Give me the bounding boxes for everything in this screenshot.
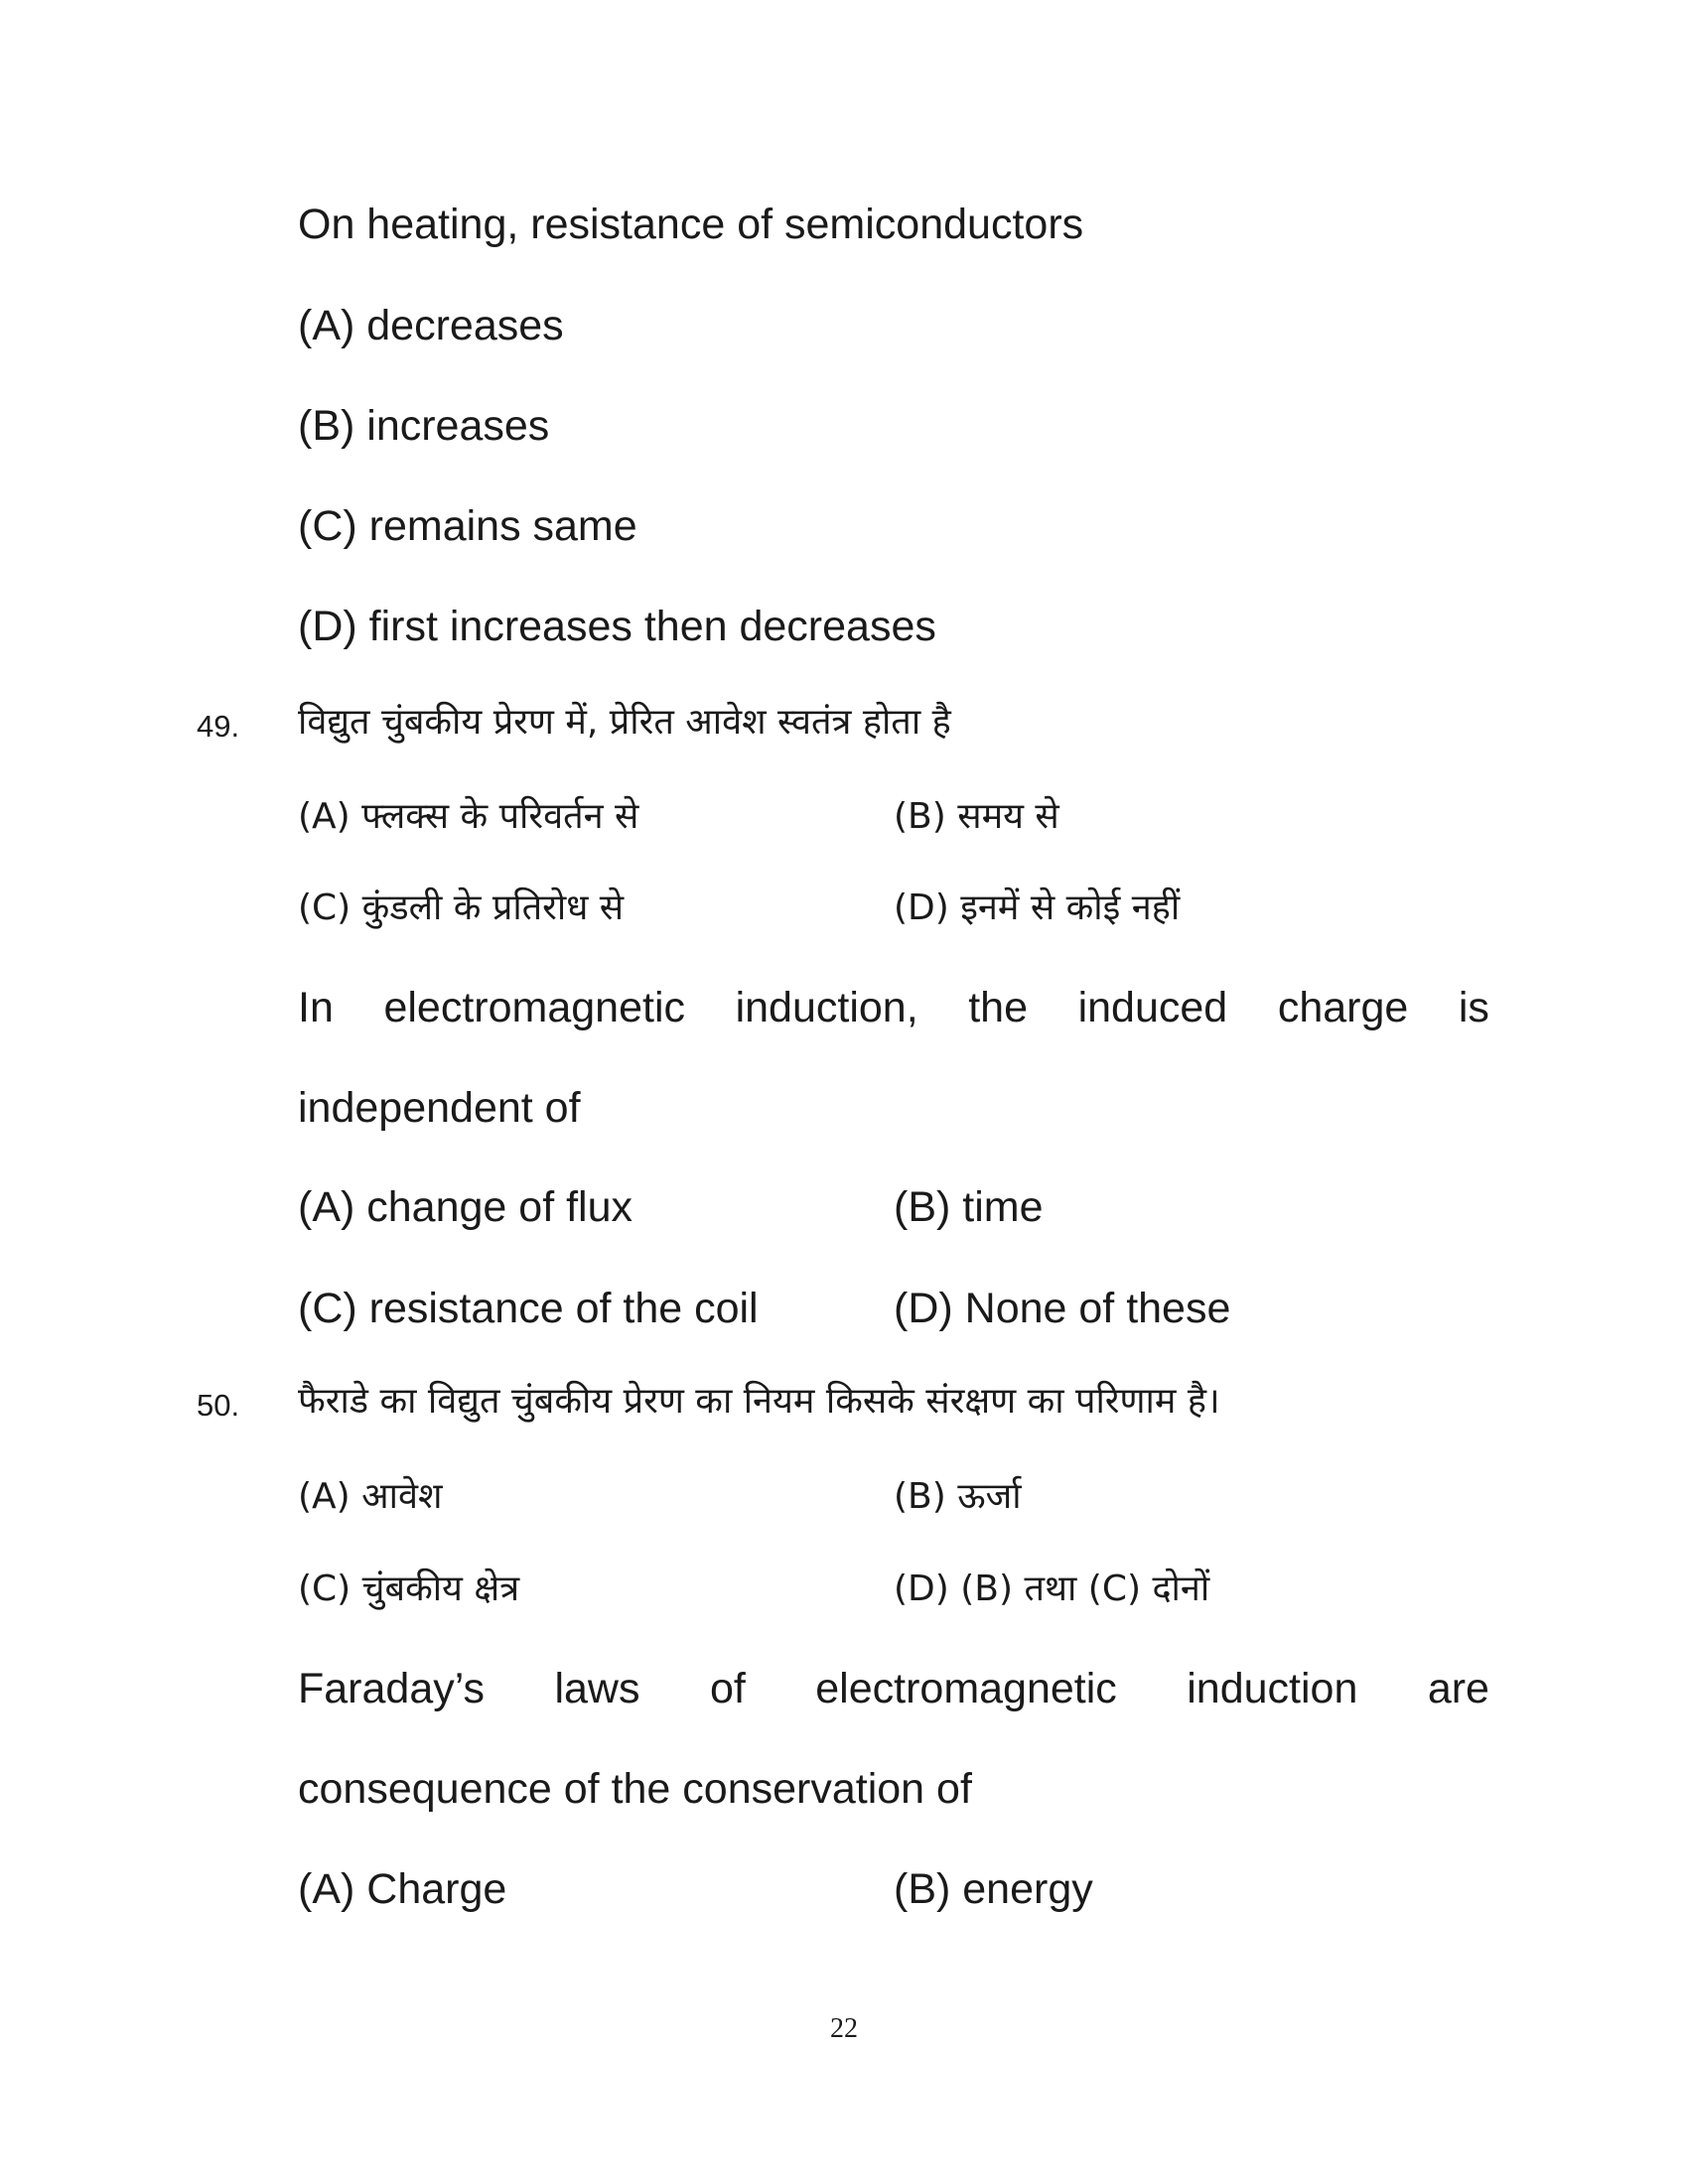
question-49-hi-text: विद्युत चुंबकीय प्रेरण में, प्रेरित आवेश स्वतंत्र होता है: [298, 702, 951, 743]
question-50-hi-option-d: (D) (B) तथा (C) दोनों: [894, 1569, 1210, 1609]
word: electromagnetic: [815, 1665, 1117, 1712]
question-50-en-option-b: (B) energy: [894, 1865, 1093, 1913]
word: of: [709, 1665, 746, 1712]
word: the: [968, 984, 1029, 1031]
question-49-en-option-a: (A) change of flux: [298, 1183, 633, 1231]
question-50-hi-option-a: (A) आवेश: [298, 1476, 443, 1517]
question-49-en-option-d: (D) None of these: [894, 1285, 1231, 1332]
word: is: [1458, 984, 1489, 1031]
word: laws: [554, 1665, 640, 1712]
question-49-hi-option-d: (D) इनमें से कोई नहीं: [894, 887, 1181, 928]
question-48-option-a: (A) decreases: [298, 302, 564, 349]
question-49-hi-option-c: (C) कुंडली के प्रतिरोध से: [298, 887, 625, 928]
question-50-hi-option-c: (C) चुंबकीय क्षेत्र: [298, 1569, 520, 1609]
question-50-number: 50.: [197, 1388, 240, 1423]
question-50-hi-text: फैराडे का विद्युत चुंबकीय प्रेरण का नियम किसके संरक्षण का परिणाम है।: [298, 1381, 1220, 1422]
question-48-option-b: (B) increases: [298, 402, 550, 450]
word: charge: [1277, 984, 1409, 1031]
word: electromagnetic: [383, 984, 685, 1031]
word: In: [298, 984, 334, 1031]
question-49-hi-option-a: (A) फ्लक्स के परिवर्तन से: [298, 796, 639, 837]
question-49-en-option-b: (B) time: [894, 1183, 1044, 1231]
question-49-hi-option-b: (B) समय से: [894, 796, 1059, 837]
question-50-en-line1: [298, 1665, 1489, 1712]
word: Faraday’s: [298, 1665, 486, 1712]
question-48-en-text: On heating, resistance of semiconductors: [298, 201, 1084, 248]
question-49-en-option-c: (C) resistance of the coil: [298, 1285, 759, 1332]
question-49-en-line2: independent of: [298, 1084, 581, 1132]
question-49-en-line1: [298, 984, 1489, 1031]
question-48-option-c: (C) remains same: [298, 502, 637, 550]
word: induced: [1077, 984, 1228, 1031]
page-number: 22: [830, 2013, 858, 2044]
word: induction,: [735, 984, 918, 1031]
word: induction: [1187, 1665, 1358, 1712]
word: are: [1427, 1665, 1489, 1712]
question-49-number: 49.: [197, 709, 240, 744]
question-50-hi-option-b: (B) ऊर्जा: [894, 1476, 1022, 1517]
question-48-option-d: (D) first increases then decreases: [298, 603, 936, 650]
question-50-en-option-a: (A) Charge: [298, 1865, 507, 1913]
question-50-en-line2: consequence of the conservation of: [298, 1765, 972, 1813]
